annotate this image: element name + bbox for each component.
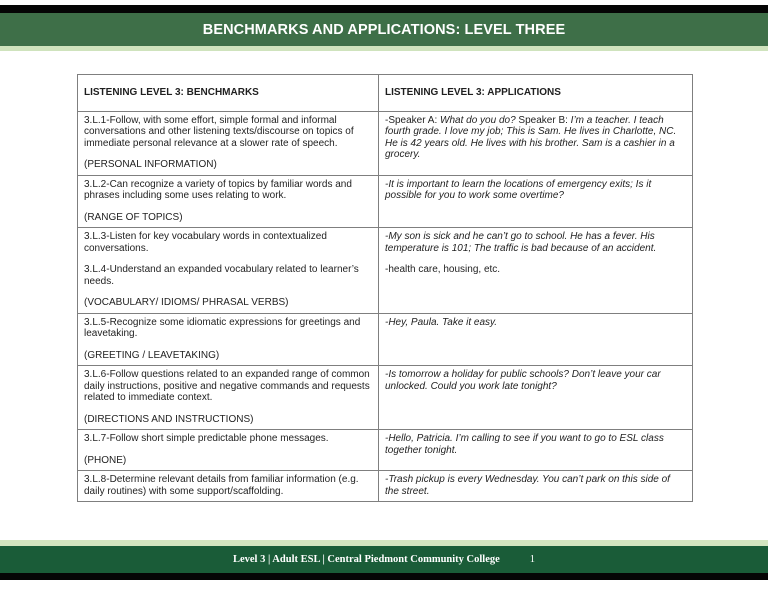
table-row	[78, 366, 693, 430]
benchmark-cell: 3.L.1-Follow, with some effort, simple formal and informal conversations and other listening texts/discourse on topics of immediate personal relevance at a slower rate of speech. (PERSONAL INFORMATION)	[78, 111, 379, 175]
footer-band	[0, 546, 768, 573]
document-header	[0, 13, 768, 46]
application-cell: -Speaker A: What do you do? Speaker B: I’m a teacher. I teach fourth grade. I love my job; This is Sam. He lives in Charlotte, NC. He is 42 years old. He lives with his brother. Sam is a cashier in a grocery.	[379, 111, 693, 175]
document-footer	[0, 540, 768, 580]
application-cell: -My son is sick and he can’t go to school. He has a fever. His temperature is 101; The traffic is bad because of an accident. -health care, housing, etc.	[379, 228, 693, 314]
application-cell: -Hey, Paula. Take it easy.	[379, 313, 693, 366]
table-row	[78, 111, 693, 175]
page-number: 1	[529, 554, 536, 565]
benchmark-cell: 3.L.2-Can recognize a variety of topics by familiar words and phrases including some uses relating to work. (RANGE OF TOPICS)	[78, 175, 379, 228]
application-cell: -Is tomorrow a holiday for public schools? Don’t leave your car unlocked. Could you work late tonight?	[379, 366, 693, 430]
benchmark-cell: 3.L.7-Follow short simple predictable phone messages. (PHONE)	[78, 430, 379, 471]
benchmark-cell: 3.L.5-Recognize some idiomatic expressions for greetings and leavetaking. (GREETING / LEAVETAKING)	[78, 313, 379, 366]
benchmark-cell: 3.L.6-Follow questions related to an expanded range of common daily instructions, positive and negative commands and requests related to immediate context. (DIRECTIONS AND INSTRUCTIONS)	[78, 366, 379, 430]
application-cell: -It is important to learn the locations of emergency exits; Is it possible for you to work some overtime?	[379, 175, 693, 228]
benchmark-cell: 3.L.3-Listen for key vocabulary words in contextualized conversations. 3.L.4-Understand an expanded vocabulary related to learner’s needs. (VOCABULARY/ IDIOMS/ PHRASAL VERBS)	[78, 228, 379, 314]
application-cell: -Hello, Patricia. I’m calling to see if you want to go to ESL class together tonight.	[379, 430, 693, 471]
table-body	[78, 111, 693, 502]
benchmark-cell: 3.L.8-Determine relevant details from familiar information (e.g. daily routines) with some support/scaffolding.	[78, 471, 379, 502]
top-black-bar	[0, 5, 768, 13]
benchmarks-table	[77, 74, 693, 502]
table-row	[78, 471, 693, 502]
table-row	[78, 228, 693, 314]
table-row	[78, 313, 693, 366]
table-row	[78, 430, 693, 471]
table-container	[77, 74, 768, 502]
column-header-applications: LISTENING LEVEL 3: APPLICATIONS	[379, 75, 693, 112]
application-cell: -Trash pickup is every Wednesday. You can’t park on this side of the street.	[379, 471, 693, 502]
footer-text: Level 3 | Adult ESL | Central Piedmont Community College	[232, 554, 500, 565]
table-header-row	[78, 75, 693, 112]
table-row	[78, 175, 693, 228]
bottom-black-bar	[0, 573, 768, 580]
page-title: BENCHMARKS AND APPLICATIONS: LEVEL THREE	[202, 21, 566, 38]
column-header-benchmarks: LISTENING LEVEL 3: BENCHMARKS	[78, 75, 379, 112]
header-accent-strip	[0, 46, 768, 51]
